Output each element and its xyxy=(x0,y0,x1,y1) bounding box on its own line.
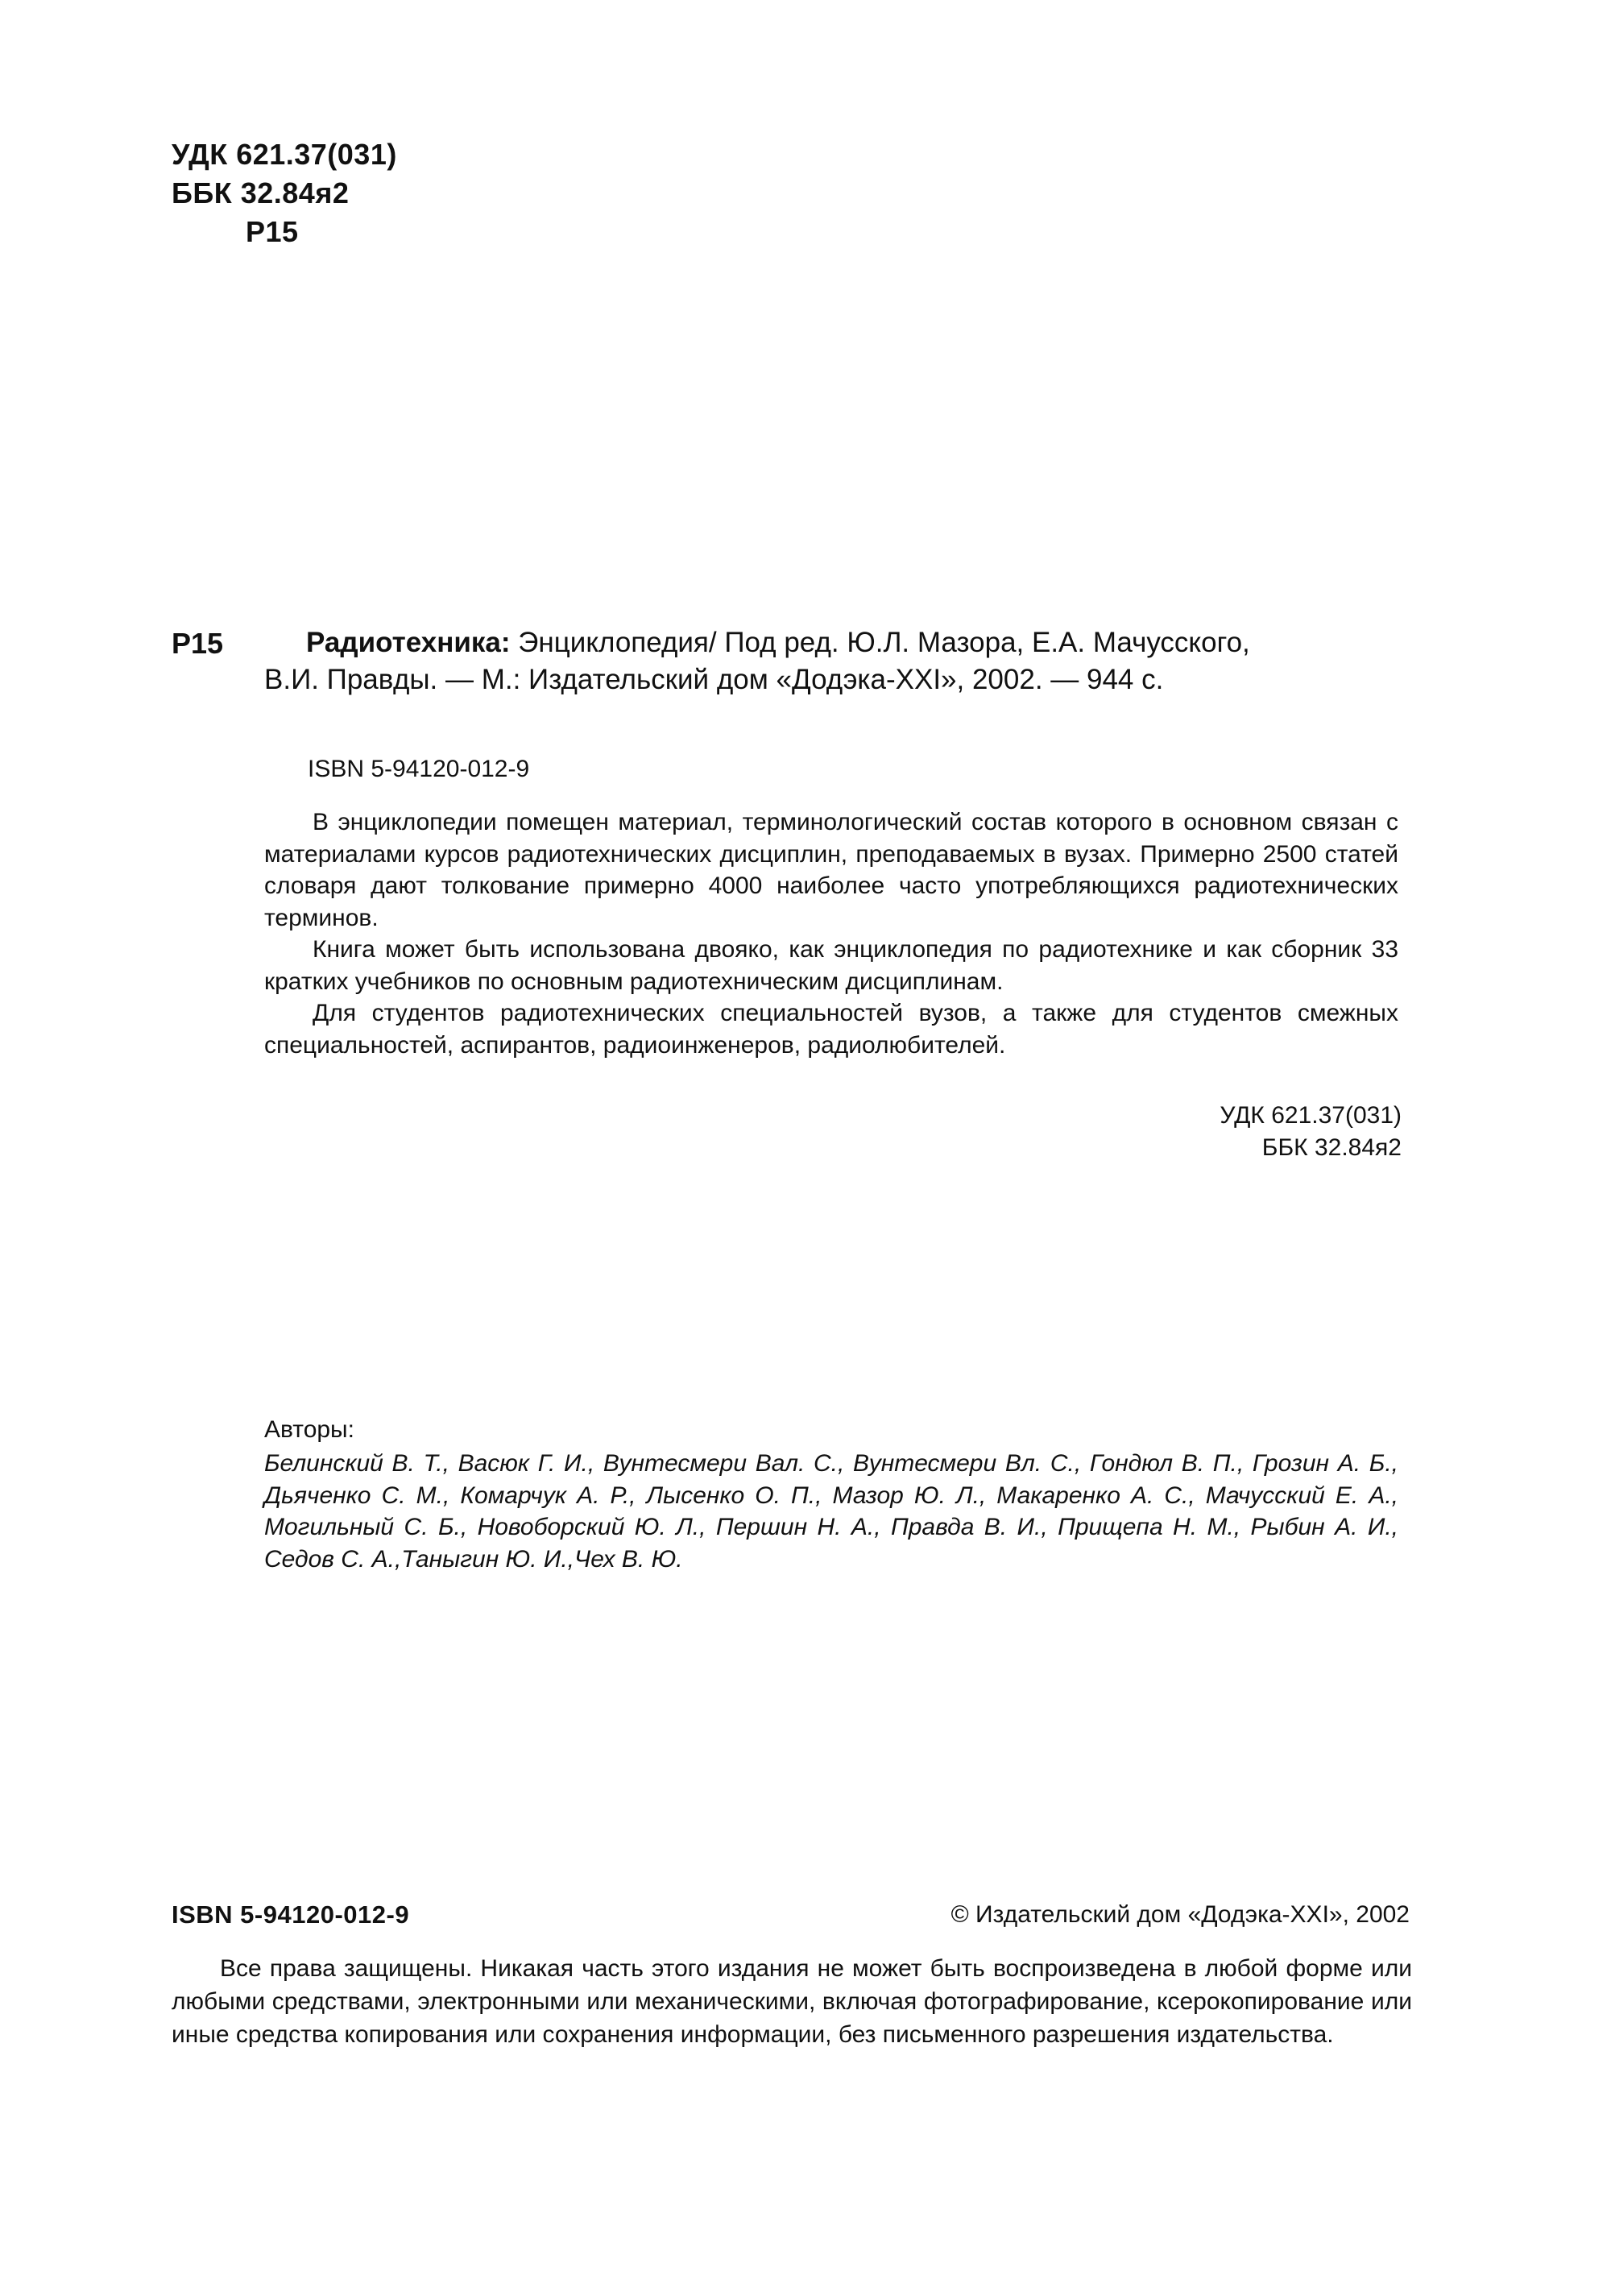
book-description: Энциклопедия/ Под ред. Ю.Л. Мазора, Е.А. Мачусского, В.И. Правды. — М.: Издательский дом «Додэка-XXI», 2002. — 944 с. xyxy=(264,627,1250,695)
card-classification xyxy=(967,1100,1402,1164)
authors-list: Белинский В. Т., Васюк Г. И., Вунтесмери Вал. С., Вунтесмери Вл. С., Гондюл В. П., Грозин А. Б., Дьяченко С. М., Комарчук А. Р., Лысенко О. П., Мазор Ю. Л., Макаренко А. С., Мачусский Е. А., Могильный С. Б., Новоборский Ю. Л., Першин Н. А., Правда В. И., Прищепа Н. М., Рыбин А. И., Седов С. А.,Таныгин Ю. И.,Чех В. Ю. xyxy=(264,1450,1398,1573)
copyright: © Издательский дом «Додэка-XXI», 2002 xyxy=(950,1901,1410,1928)
annotation-paragraph: В энциклопедии помещен материал, терминологический состав которого в основном связан с материалами курсов радиотехнических дисциплин, преподаваемых в вузах. Примерно 2500 статей словаря дают толкование примерно 4000 наиболее часто употребляющихся радиотехнических терминов. xyxy=(264,809,1398,931)
bbk-code: ББК 32.84я2 xyxy=(172,176,350,209)
classification-block xyxy=(172,135,655,251)
annotation-paragraph: Книга может быть использована двояко, как энциклопедия по радиотехнике и как сборник 33 кратких учебников по основным радиотехническим дисциплинам. xyxy=(264,936,1398,995)
annotation xyxy=(264,806,1398,1061)
udk-code: УДК 621.37(031) xyxy=(172,138,397,171)
footer-isbn: ISBN 5-94120-012-9 xyxy=(172,1900,410,1929)
card-udk: УДК 621.37(031) xyxy=(1220,1102,1402,1129)
rights-text: Все права защищены. Никакая часть этого издания не может быть воспроизведена в любой форме или любыми средствами, электронными или механическими, включая фотографирование, ксерокопирование или иные средства копирования или сохранения информации, без письменного разрешения издательства. xyxy=(172,1955,1412,2048)
book-title: Радиотехника: xyxy=(306,627,511,658)
authors-label: Авторы: xyxy=(264,1416,354,1443)
card-bbk: ББК 32.84я2 xyxy=(1261,1134,1402,1161)
rights-notice xyxy=(172,1952,1412,2051)
annotation-paragraph: Для студентов радиотехнических специальностей вузов, а также для студентов смежных специальностей, аспирантов, радиоинженеров, радиолюбителей. xyxy=(264,1000,1398,1059)
card-bibliographic-entry xyxy=(264,624,1303,698)
card-isbn: ISBN 5-94120-012-9 xyxy=(308,756,530,782)
author-mark: Р15 xyxy=(246,215,299,248)
card-author-mark: Р15 xyxy=(172,627,224,660)
